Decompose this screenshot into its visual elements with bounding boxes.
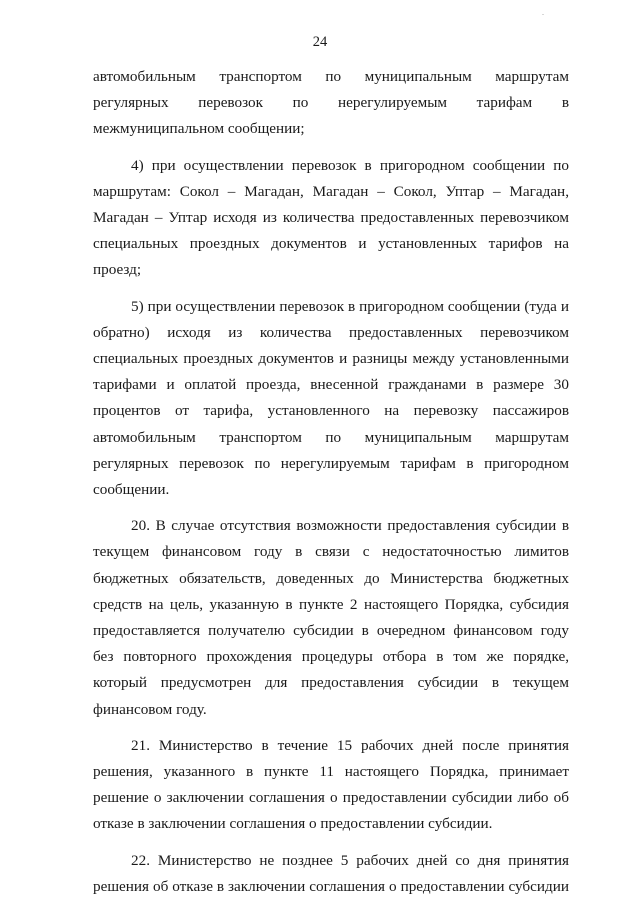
text-line: 5) при осуществлении перевозок в пригородном сообщении (туда и	[131, 297, 569, 315]
text-line: сообщении.	[93, 481, 170, 499]
text-line: автомобильным транспортом по муниципальным маршрутам	[93, 428, 569, 446]
text-line: отказе в заключении соглашения о предоставлении субсидии.	[93, 815, 493, 833]
text-line: регулярных перевозок по нерегулируемым тарифам в пригородном	[93, 454, 569, 472]
text-line: текущем финансовом году в связи с недостаточностью лимитов	[93, 543, 569, 561]
text-line: предоставляется получателю субсидии в очередном финансовом году	[93, 622, 569, 640]
text-line: который предусмотрен для предоставления субсидии в текущем	[93, 674, 569, 692]
text-line: Магадан – Уптар исходя из количества предоставленных перевозчиком	[93, 209, 569, 227]
text-line: без повторного прохождения процедуры отбора в том же порядке,	[93, 648, 569, 666]
text-line: решения об отказе в заключении соглашения о предоставлении субсидии	[93, 877, 569, 895]
text-line: 21. Министерство в течение 15 рабочих дней после принятия	[131, 736, 569, 754]
text-line: обратно) исходя из количества предоставленных перевозчиком	[93, 323, 569, 341]
text-line: 4) при осуществлении перевозок в пригородном сообщении по	[131, 156, 569, 174]
text-line: маршрутам: Сокол – Магадан, Магадан – Сокол, Уптар – Магадан,	[93, 182, 569, 200]
text-line: бюджетных обязательств, доведенных до Министерства бюджетных	[93, 569, 569, 587]
text-line: специальных проездных документов и установленных тарифов на	[93, 235, 569, 253]
paragraph-item-4	[93, 153, 569, 284]
body-text	[93, 64, 569, 900]
text-line: специальных проездных документов и разницы между установленными	[93, 350, 569, 368]
paragraph-item-21	[93, 733, 569, 838]
text-line: 22. Министерство не позднее 5 рабочих дней со дня принятия	[131, 851, 569, 869]
page-number: 24	[312, 34, 328, 50]
text-line: процентов от тарифа, установленного на перевозку пассажиров	[93, 402, 569, 420]
text-line: средств на цель, указанную в пункте 2 настоящего Порядка, субсидия	[93, 595, 569, 613]
text-line: решения, указанного в пункте 11 настоящего Порядка, принимает	[93, 763, 569, 781]
corner-mark: .	[542, 8, 544, 17]
text-line: финансовом году.	[93, 700, 207, 718]
paragraph-item-20	[93, 513, 569, 723]
paragraph-item-5	[93, 294, 569, 504]
text-line: 20. В случае отсутствия возможности предоставления субсидии в	[131, 517, 569, 535]
paragraph-continuation	[93, 64, 569, 143]
text-line: межмуниципальном сообщении;	[93, 120, 305, 138]
paragraph-item-22	[93, 848, 569, 900]
text-line: автомобильным транспортом по муниципальным маршрутам	[93, 68, 569, 85]
text-line: решение о заключении соглашения о предоставлении субсидии либо об	[93, 789, 569, 807]
text-line: регулярных перевозок по нерегулируемым тарифам в	[93, 94, 569, 112]
text-line: проезд;	[93, 261, 142, 279]
text-line: тарифами и оплатой проезда, внесенной гражданами в размере 30	[93, 376, 569, 394]
